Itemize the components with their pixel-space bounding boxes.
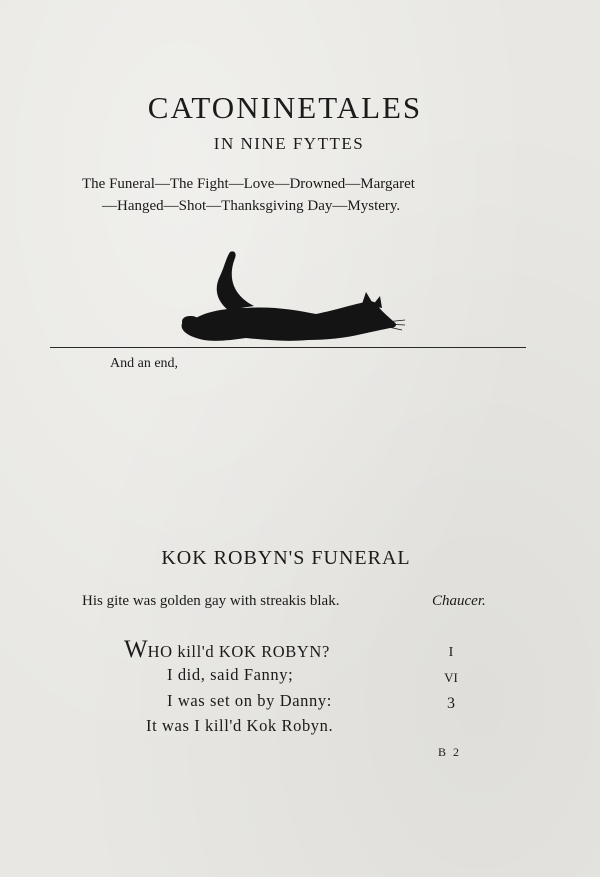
signature-mark: B 2 [438,745,462,759]
verse-line-1 [124,636,330,664]
section-heading: KOK ROBYN'S FUNERAL [161,547,411,569]
contents-line-2: —Hanged—Shot—Thanksgiving Day—Mystery. [102,198,401,214]
page-title: CATONINETALES [147,90,423,125]
verse-line-1-text: HO kill'd KOK ROBYN? [147,642,330,661]
margin-number-3: 3 [447,695,455,712]
verse-initial: W [124,636,148,663]
margin-number-2: VI [444,670,458,685]
verse-line-2: I did, said Fanny; [167,665,294,684]
contents-line-1: The Funeral—The Fight—Love—Drowned—Margaret [82,176,415,192]
end-caption: And an end, [110,356,179,371]
verse-line-3: I was set on by Danny: [167,691,332,710]
epigraph-author: Chaucer. [432,593,486,609]
verse-line-4: It was I kill'd Kok Robyn. [146,716,334,735]
cat-illustration [176,248,406,348]
margin-number-1: I [448,645,454,660]
horizontal-rule [50,347,526,348]
epigraph: His gite was golden gay with streakis blak. [82,593,340,609]
page-subtitle: IN NINE FYTTES [213,134,365,153]
